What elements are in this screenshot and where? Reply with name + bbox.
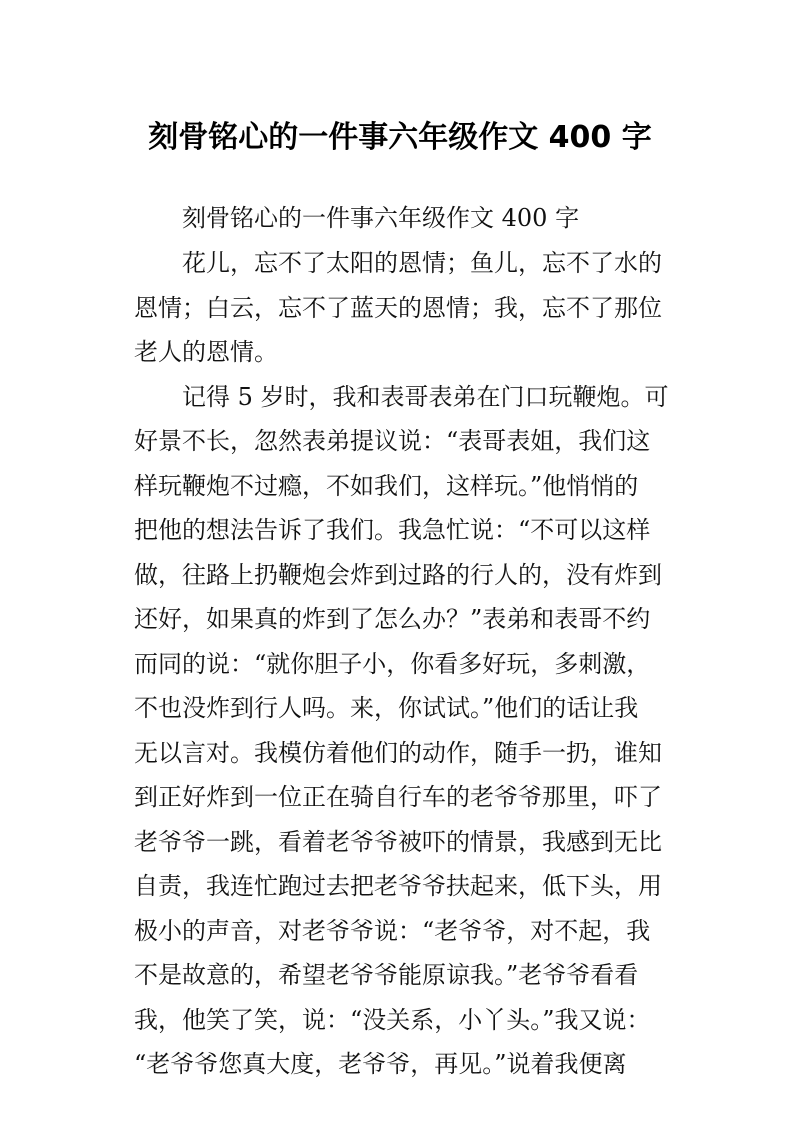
text-line: 样玩鞭炮不过瘾，不如我们，这样玩。”他悄悄的 (134, 471, 639, 500)
text-line: 恩情；白云，忘不了蓝天的恩情；我，忘不了那位 (134, 293, 662, 322)
document-subtitle: 刻骨铭心的一件事六年级作文 400 字 (182, 204, 580, 232)
text-line: 无以言对。我模仿着他们的动作，随手一扔，谁知 (134, 738, 662, 767)
text-line: 不是故意的，希望老爷爷能原谅我。”老爷爷看看 (134, 961, 639, 989)
text-line: 而同的说：“就你胆子小，你看多好玩，多刺激， (134, 649, 651, 678)
text-line: 极小的声音，对老爷爷说：“老爷爷，对不起，我 (134, 916, 651, 945)
text-line: 我，他笑了笑，说：“没关系，小丫头。”我又说： (134, 1005, 651, 1034)
text-line: 做，往路上扔鞭炮会炸到过路的行人的，没有炸到 (134, 560, 662, 589)
text-line: 老爷爷一跳，看着老爷爷被吓的情景，我感到无比 (134, 827, 662, 856)
text-line: 记得 5 岁时，我和表哥表弟在门口玩鞭炮。可 (182, 382, 669, 411)
text-line: 自责，我连忙跑过去把老爷爷扶起来，低下头，用 (134, 872, 662, 900)
page-title: 刻骨铭心的一件事六年级作文 400 字 (148, 120, 652, 156)
paragraph-1 (134, 241, 674, 375)
text-line: 不也没炸到行人吗。来，你试试。”他们的话让我 (134, 694, 639, 722)
text-line: “老爷爷您真大度，老爷爷，再见。”说着我便离 (134, 1050, 627, 1078)
document-body (134, 196, 674, 1087)
text-line: 还好，如果真的炸到了怎么办？”表弟和表哥不约 (134, 605, 651, 633)
text-line: 花儿，忘不了太阳的恩情；鱼儿，忘不了水的 (182, 249, 662, 277)
paragraph-2 (134, 375, 674, 1087)
text-line: 老人的恩情。 (134, 338, 278, 366)
text-line: 好景不长，忽然表弟提议说：“表哥表姐，我们这 (134, 427, 651, 455)
text-line: 把他的想法告诉了我们。我急忙说：“不可以这样 (134, 516, 651, 544)
text-line: 到正好炸到一位正在骑自行车的老爷爷那里，吓了 (134, 783, 662, 811)
